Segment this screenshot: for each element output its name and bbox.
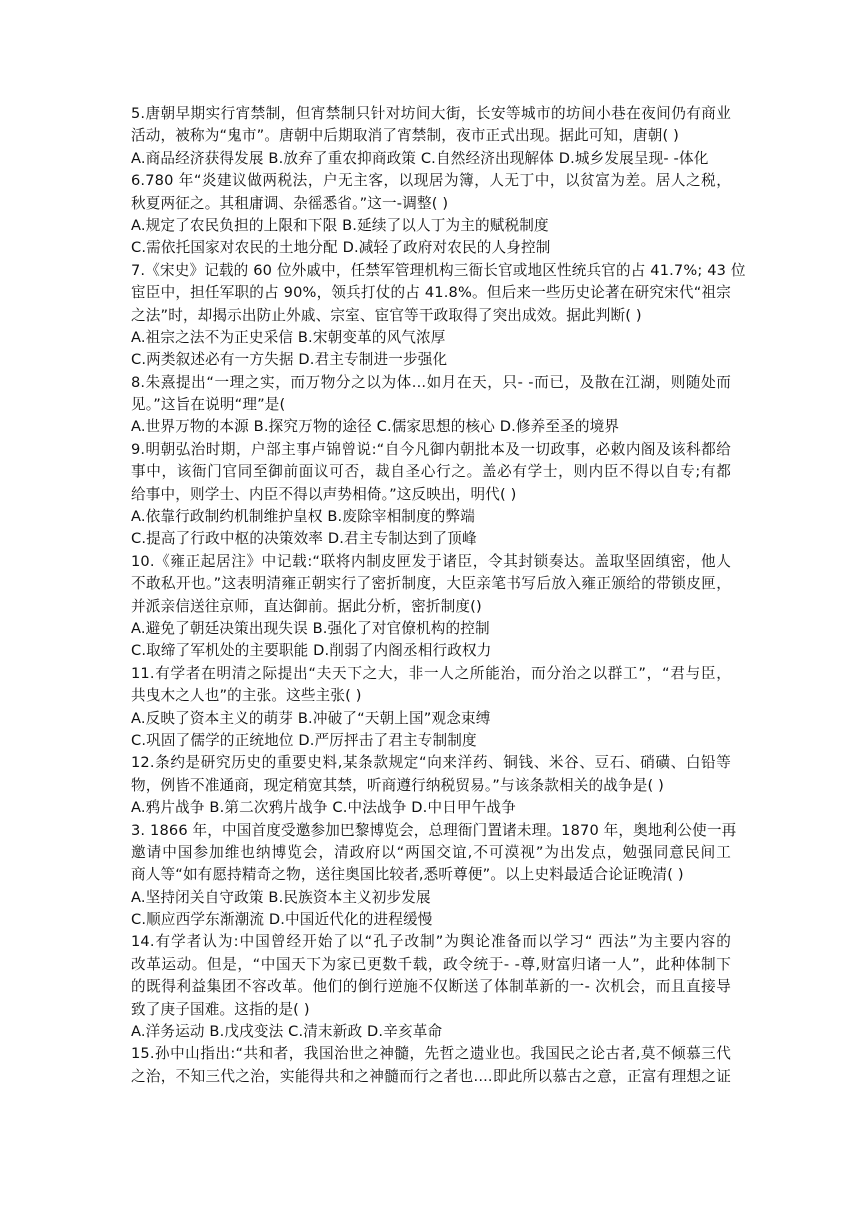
text-line: 9.明朝弘治时期，户部主事卢锦曾说:“自今凡御内朝批本及一切政事，必敕内阁及该科都给 <box>131 440 731 458</box>
text-line: A.坚持闭关自守政策 B.民族资本主义初步发展 <box>131 888 431 906</box>
text-line: C.顺应西学东渐潮流 D.中国近代化的进程缓慢 <box>131 911 433 929</box>
text-line: 活动，被称为“鬼市”。唐朝中后期取消了宵禁制，夜市正式出现。据此可知，唐朝( ) <box>131 127 679 145</box>
text-line: 给事中，则学士、内臣不得以声势相倚。”这反映出，明代( ) <box>131 485 517 503</box>
text-line: 11.有学者在明清之际提出“夫天下之大，非一人之所能治，而分治之以群工”，“君与臣， <box>131 664 731 682</box>
text-line: 邀请中国参加维也纳博览会，清政府以“两国交谊,不可漠视”为出发点，勉强同意民间工 <box>131 843 731 861</box>
text-line: 6.780 年“炎建议做两税法，户无主客，以现居为簿，人无丁中，以贫富为差。居人之税， <box>131 172 731 190</box>
text-line: A.洋务运动 B.戊戌变法 C.清末新政 D.辛亥革命 <box>131 1023 443 1041</box>
text-line: A.祖宗之法不为正史采信 B.宋朝变革的风气浓厚 <box>131 328 446 346</box>
text-line: 商人等“如有愿持精奇之物，送往奥国比较者,悉听尊便”。以上史料最适合论证晚清( ) <box>131 866 684 884</box>
text-line: A.避免了朝廷决策出现失误 B.强化了对官僚机构的控制 <box>131 619 490 637</box>
text-line: 致了庚子国难。这指的是( ) <box>131 1000 310 1018</box>
text-line: 见。”这旨在说明“理”是( <box>131 396 286 414</box>
text-line: 不敢私开也。”这表明清雍正朝实行了密折制度，大臣亲笔书写后放入雍正颁给的带锁皮匣， <box>131 575 731 593</box>
document-page <box>131 103 746 1088</box>
text-line: 之治，不知三代之治，实能得共和之神髓而行之者也....即此所以慕古之意，正富有理想之证 <box>131 1067 731 1085</box>
text-line: C.需依托国家对农民的土地分配 D.减轻了政府对农民的人身控制 <box>131 239 551 257</box>
text-line: A.鸦片战争 B.第二次鸦片战争 C.中法战争 D.中日甲午战争 <box>131 799 516 817</box>
text-line: A.依靠行政制约机制维护皇权 B.废除宰相制度的弊端 <box>131 508 476 526</box>
text-line: 15.孙中山指出:“共和者，我国治世之神髓，先哲之遗业也。我国民之论古者,莫不倾慕三代 <box>131 1045 731 1063</box>
text-line: 的既得利益集团不容改革。他们的倒行逆施不仅断送了体制革新的一- 次机会，而且直接导 <box>131 978 731 996</box>
text-line: 12.条约是研究历史的重要史料,某条款规定“向来洋药、铜钱、米谷、豆石、硝磺、白铅等 <box>131 754 731 772</box>
text-line: 物，例皆不准通商，现定稍宽其禁，听商遵行纳税贸易。”与该条款相关的战争是( ) <box>131 776 664 794</box>
text-line: 共曳木之人也”的主张。这些主张( ) <box>131 687 362 705</box>
text-line: 8.朱熹提出“一理之实，而万物分之以为体...如月在天，只- -而已，及散在江湖，则随处而 <box>131 373 731 391</box>
text-line: 事中，该衙门官同至御前面议可否，裁自圣心行之。盖必有学士，则内臣不得以自专;有都 <box>131 463 731 481</box>
text-line: 并派亲信送往京师，直达御前。据此分析，密折制度() <box>131 597 482 615</box>
text-line: 14.有学者认为:中国曾经开始了以“孔子改制”为舆论准备而以学习“ 西法”为主要内容的 <box>131 933 731 951</box>
text-line: C.巩固了儒学的正统地位 D.严厉抨击了君主专制制度 <box>131 731 477 749</box>
text-line: 之法”时，却揭示出防止外戚、宗室、宦官等干政取得了突出成效。据此判断( ) <box>131 306 642 324</box>
text-line: 5.唐朝早期实行宵禁制，但宵禁制只针对坊间大街，长安等城市的坊间小巷在夜间仍有商业 <box>131 105 731 122</box>
text-line: 10.《雍正起居注》中记载:“联将内制皮匣发于诸臣，令其封锁奏达。盖取坚固缜密，他人 <box>131 552 731 570</box>
text-line: A.世界万物的本源 B.探究万物的途径 C.儒家思想的核心 D.修养至圣的境界 <box>131 418 620 436</box>
text-line: 宦臣中，担任军职的占 90%，领兵打仗的占 41.8%。但后来一些历史论著在研究宋代“祖宗 <box>131 284 731 302</box>
text-line: A.反映了资本主义的萌芽 B.冲破了“天朝上国”观念束缚 <box>131 709 491 727</box>
text-line: A.商品经济获得发展 B.放弃了重农抑商政策 C.自然经济出现解体 D.城乡发展呈现- -体化 <box>131 149 709 167</box>
text-line: 7.《宋史》记载的 60 位外戚中，任禁军管理机构三衙长官或地区性统兵官的占 41.7%; 43 位 <box>131 261 746 279</box>
text-line: 改革运动。但是，“中国天下为家已更数千载，政令统于- -尊,财富归诸一人”，此种体制下 <box>131 955 731 973</box>
text-line: 3. 1866 年，中国首度受邀参加巴黎博览会，总理衙门置诸未理。1870 年，奥地利公使一再 <box>131 821 737 839</box>
text-line: C.两类叙述必有一方失据 D.君主专制进一步强化 <box>131 351 448 369</box>
text-line: C.提高了行政中枢的决策效率 D.君主专制达到了顶峰 <box>131 530 477 548</box>
text-line: A.规定了农民负担的上限和下限 B.延续了以人丁为主的赋税制度 <box>131 216 549 234</box>
text-line: 秋夏两征之。其租庸调、杂徭悉省。”这一-调整( ) <box>131 194 449 212</box>
text-line: C.取缔了军机处的主要职能 D.削弱了内阁丞相行政权力 <box>131 642 492 660</box>
